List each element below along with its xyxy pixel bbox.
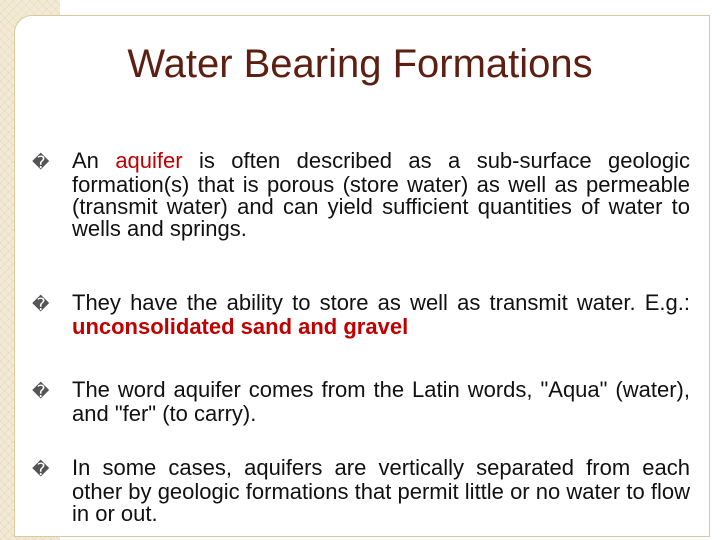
highlight-example: unconsolidated sand and gravel (72, 314, 409, 339)
highlight-term: aquifer (115, 148, 183, 173)
bullet-aquifer-definition: � An aquifer is often described as a sub-surface geologic formation(s) that is porous (store water) as well as permeable (transmit water) and can yield sufficient quantities of water to wells and springs. (32, 148, 690, 241)
bullet-marker-icon: � (32, 153, 50, 173)
bullet-etymology: � The word aquifer comes from the Latin words, "Aqua" (water), and "fer" (to carry). (32, 377, 690, 426)
bullet-separated-aquifers: � In some cases, aquifers are vertically separated from each other by geologic formations that permit little or no water to flow in or out. (32, 455, 690, 526)
bullet-marker-icon: � (32, 295, 50, 315)
bullet-marker-icon: � (32, 382, 50, 402)
bullet-store-transmit: � They have the ability to store as well as transmit water. E.g.: unconsolidated sand and gravel (32, 290, 690, 339)
slide-title: Water Bearing Formations (127, 42, 593, 86)
bullet-marker-icon: � (32, 460, 50, 480)
